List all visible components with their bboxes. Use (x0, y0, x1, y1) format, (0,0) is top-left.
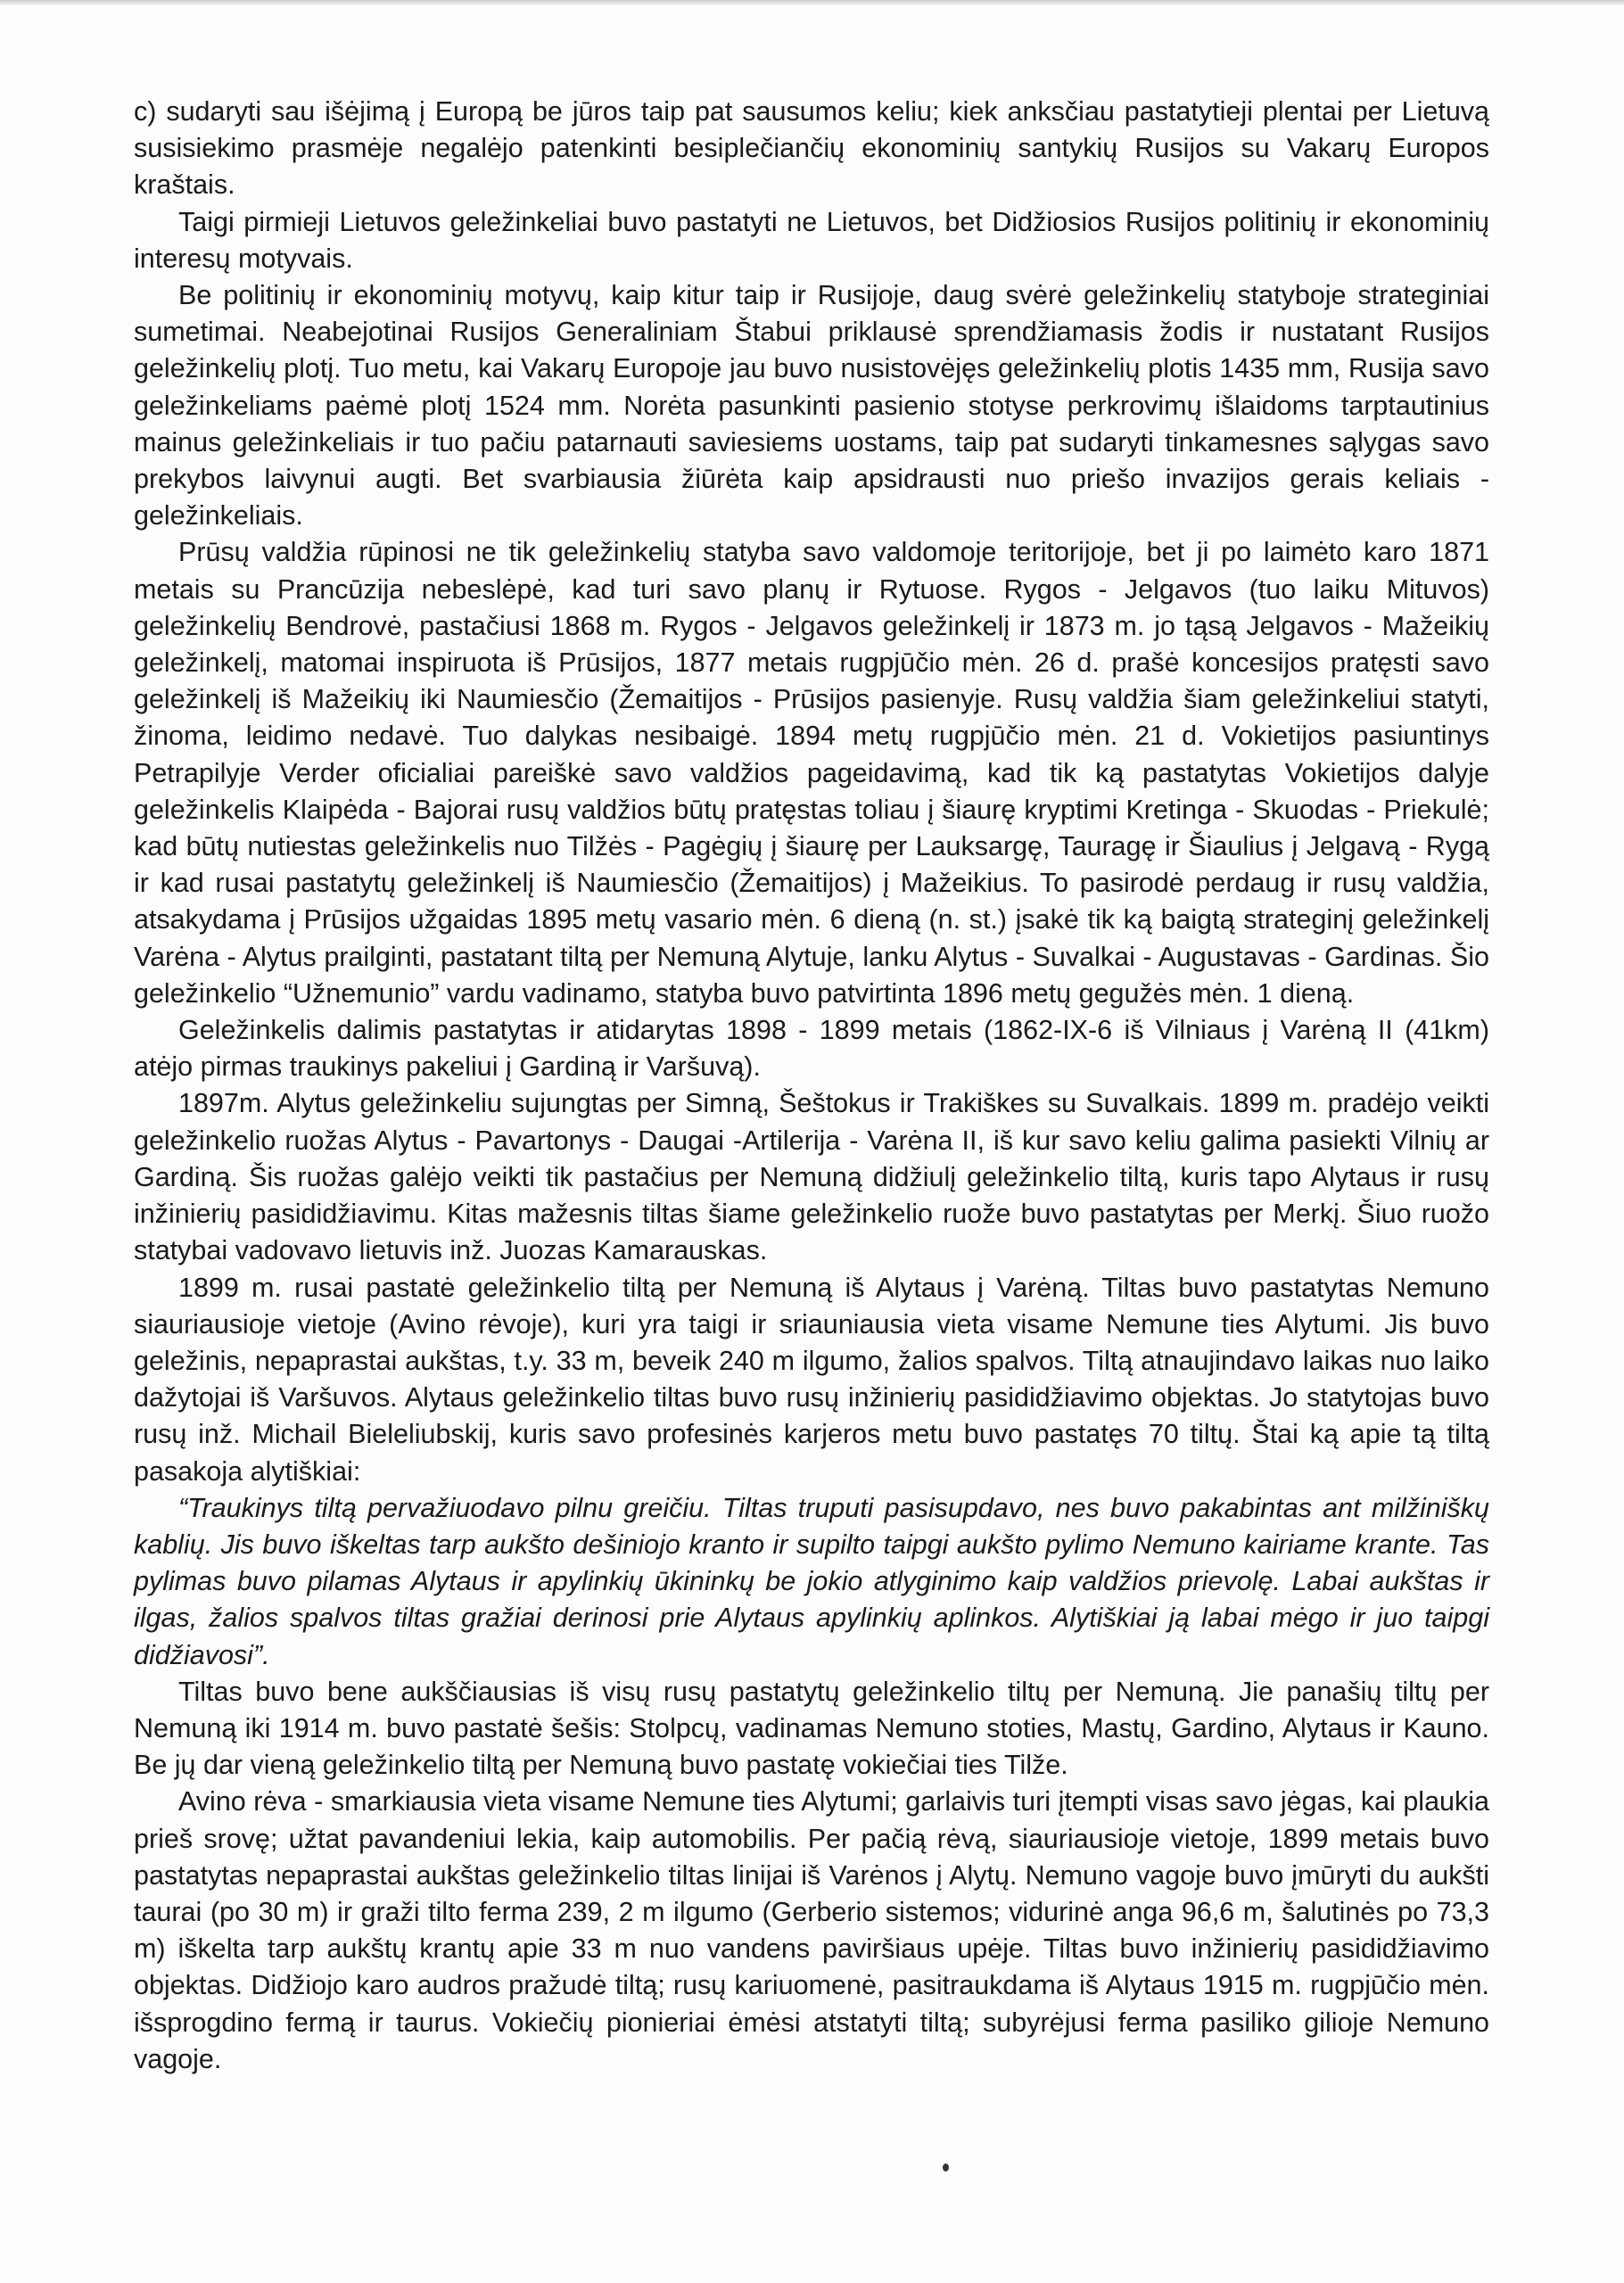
paragraph-first-railways: Taigi pirmieji Lietuvos geležinkeliai buvo pastatyti ne Lietuvos, bet Didžiosios Rusijos politinių ir ekonominių interesų motyvais. (134, 206, 1489, 274)
paragraph-strategic-motives: Be politinių ir ekonominių motyvų, kaip kitur taip ir Rusijoje, daug svėrė geležinkelių statyboje strateginiai sumetimai. Neabejotinai Rusijos Generaliniam Štabui priklausė sprendžiamasis žodis ir nustatant Rusijos geležinkelių plotį. Tuo metu, kai Vakarų Europoje jau buvo nusistovėjęs geležinkelių plotis 1435 mm, Rusija savo geležinkeliams paėmė plotį 1524 mm. Norėta pasunkinti pasienio stotyse perkrovimų išlaidoms tarptautinius mainus geležinkeliais ir tuo pačiu patarnauti saviesiems uostams, taip pat sudaryti tinkamesnes sąlygas savo prekybos laivynui augti. Bet svarbiausia žiūrėta kaip apsidrausti nuo priešo invazijos gerais keliais - geležinkeliais. (134, 280, 1489, 532)
document-body (134, 94, 1489, 2078)
scan-top-edge (0, 0, 1624, 5)
scan-speck (943, 2163, 949, 2172)
paragraph-highest-bridge: Tiltas buvo bene aukščiausias iš visų rusų pastatytų geležinkelio tiltų per Nemuną. Jie panašių tiltų per Nemuną iki 1914 m. buvo pastatė šešis: Stolpcų, vadinamas Nemuno stoties, Mastų, Gardino, Alytaus ir Kauno. Be jų dar vieną geležinkelio tiltą per Nemuną buvo pastatę vokiečiai ties Tilže. (134, 1676, 1489, 1781)
paragraph-residents-quote: “Traukinys tiltą pervažiuodavo pilnu greičiu. Tiltas truputi pasisupdavo, nes buvo pakabintas ant milžiniškų kablių. Jis buvo iškeltas tarp aukšto dešiniojo kranto ir supilto taipgi aukšto pylimo Nemuno kairiame krante. Tas pylimas buvo pilamas Alytaus ir apylinkių ūkininkų be jokio atlyginimo kaip valdžios prievolę. Labai aukštas ir ilgas, žalios spalvos tiltas gražiai derinosi prie Alytaus apylinkių aplinkos. Alytiškiai ją labai mėgo ir juo taipgi didžiavosi”. (134, 1492, 1489, 1670)
paragraph-avino-reva: Avino rėva - smarkiausia vieta visame Nemune ties Alytumi; garlaivis turi įtempti visas savo jėgas, kai plaukia prieš srovę; užtat pavandeniui lekia, kaip automobilis. Per pačią rėvą, siauriausioje vietoje, 1899 metais buvo pastatytas nepaprastai aukštas geležinkelio tiltas linijai iš Varėnos į Alytų. Nemuno vagoje buvo įmūryti du aukšti taurai (po 30 m) ir graži tilto ferma 239, 2 m ilgumo (Gerberio sistemos; vidurinė anga 96,6 m, šalutinės po 73,3 m) iškelta tarp aukštų krantų apie 33 m nuo vandens paviršiaus upėje. Tiltas buvo inžinierių pasididžiavimo objektas. Didžiojo karo audros pražudė tiltą; rusų kariuomenė, pasitraukdama iš Alytaus 1915 m. rugpjūčio mėn. išsprogdino fermą ir taurus. Vokiečių pionieriai ėmėsi atstatyti tiltą; subyrėjusi ferma pasiliko gilioje Nemuno vagoje. (134, 1786, 1489, 2074)
paragraph-bridge-construction: 1899 m. rusai pastatė geležinkelio tiltą per Nemuną iš Alytaus į Varėną. Tiltas buvo pastatytas Nemuno siauriausioje vietoje (Avino rėvoje), kuri yra taigi ir sriauniausia vieta visame Nemune ties Alytumi. Jis buvo geležinis, nepaprastai aukštas, t.y. 33 m, beveik 240 m ilgumo, žalios spalvos. Tiltą atnaujindavo laikas nuo laiko dažytojai iš Varšuvos. Alytaus geležinkelio tiltas buvo rusų inžinierių pasididžiavimo objektas. Jo statytojas buvo rusų inž. Michail Bieleliubskij, kuris savo profesinės karjeros metu buvo pastatęs 70 tiltų. Štai ką apie tą tiltą pasakoja alytiškiai: (134, 1272, 1489, 1487)
paragraph-exit-to-europe: c) sudaryti sau išėjimą į Europą be jūros taip pat sausumos keliu; kiek anksčiau pastatytieji plentai per Lietuvą susisiekimo prasmėje negalėjo patenkinti besiplečiančių ekonominių santykių Rusijos su Vakarų Europos kraštais. (134, 96, 1489, 201)
paragraph-railway-opening: Geležinkelis dalimis pastatytas ir atidarytas 1898 - 1899 metais (1862-IX-6 iš Vilniaus į Varėną II (41km) atėjo pirmas traukinys pakeliui į Gardiną ir Varšuvą). (134, 1015, 1489, 1083)
paragraph-alytus-connection: 1897m. Alytus geležinkeliu sujungtas per Simną, Šeštokus ir Trakiškes su Suvalkais. 1899 m. pradėjo veikti geležinkelio ruožas Alytus - Pavartonys - Daugai -Artilerija - Varėna II, iš kur savo keliu galima pasiekti Vilnių ar Gardiną. Šis ruožas galėjo veikti tik pastačius per Nemuną didžiulį geležinkelio tiltą, kuris tapo Alytaus ir rusų inžinierių pasididžiavimu. Kitas mažesnis tiltas šiame geležinkelio ruože buvo pastatytas per Merkį. Šiuo ruožo statybai vadovavo lietuvis inž. Juozas Kamarauskas. (134, 1088, 1489, 1266)
paragraph-prussian-plans: Prūsų valdžia rūpinosi ne tik geležinkelių statyba savo valdomoje teritorijoje, bet ji po laimėto karo 1871 metais su Prancūzija nebeslėpė, kad turi savo planų ir Rytuose. Rygos - Jelgavos (tuo laiku Mituvos) geležinkelių Bendrovė, pastačiusi 1868 m. Rygos - Jelgavos geležinkelį ir 1873 m. jo tąsą Jelgavos - Mažeikių geležinkelį, matomai inspiruota iš Prūsijos, 1877 metais rugpjūčio mėn. 26 d. prašė koncesijos pratęsti savo geležinkelį iš Mažeikių iki Naumiesčio (Žemaitijos - Prūsijos pasienyje. Rusų valdžia šiam geležinkeliui statyti, žinoma, leidimo nedavė. Tuo dalykas nesibaigė. 1894 metų rugpjūčio mėn. 21 d. Vokietijos pasiuntinys Petrapilyje Verder oficialiai pareiškė savo valdžios pageidavimą, kad tik ką pastatytas Vokietijos dalyje geležinkelis Klaipėda - Bajorai rusų valdžios būtų pratęstas toliau į šiaurę kryptimi Kretinga - Skuodas - Priekulė; kad būtų nutiestas geležinkelis nuo Tilžės - Pagėgių į šiaurę per Lauksargę, Tauragę ir Šiaulius į Jelgavą - Rygą ir kad rusai pastatytų geležinkelį iš Naumiesčio (Žemaitijos) į Mažeikius. To pasirodė perdaug ir rusų valdžia, atsakydama į Prūsijos užgaidas 1895 metų vasario mėn. 6 dieną (n. st.) įsakė tik ką baigtą strateginį geležinkelį Varėna - Alytus prailginti, pastatant tiltą per Nemuną Alytuje, lanku Alytus - Suvalkai - Augustavas - Gardinas. Šio geležinkelio “Užnemunio” vardu vadinamo, statyba buvo patvirtinta 1896 metų gegužės mėn. 1 dieną. (134, 537, 1489, 1009)
